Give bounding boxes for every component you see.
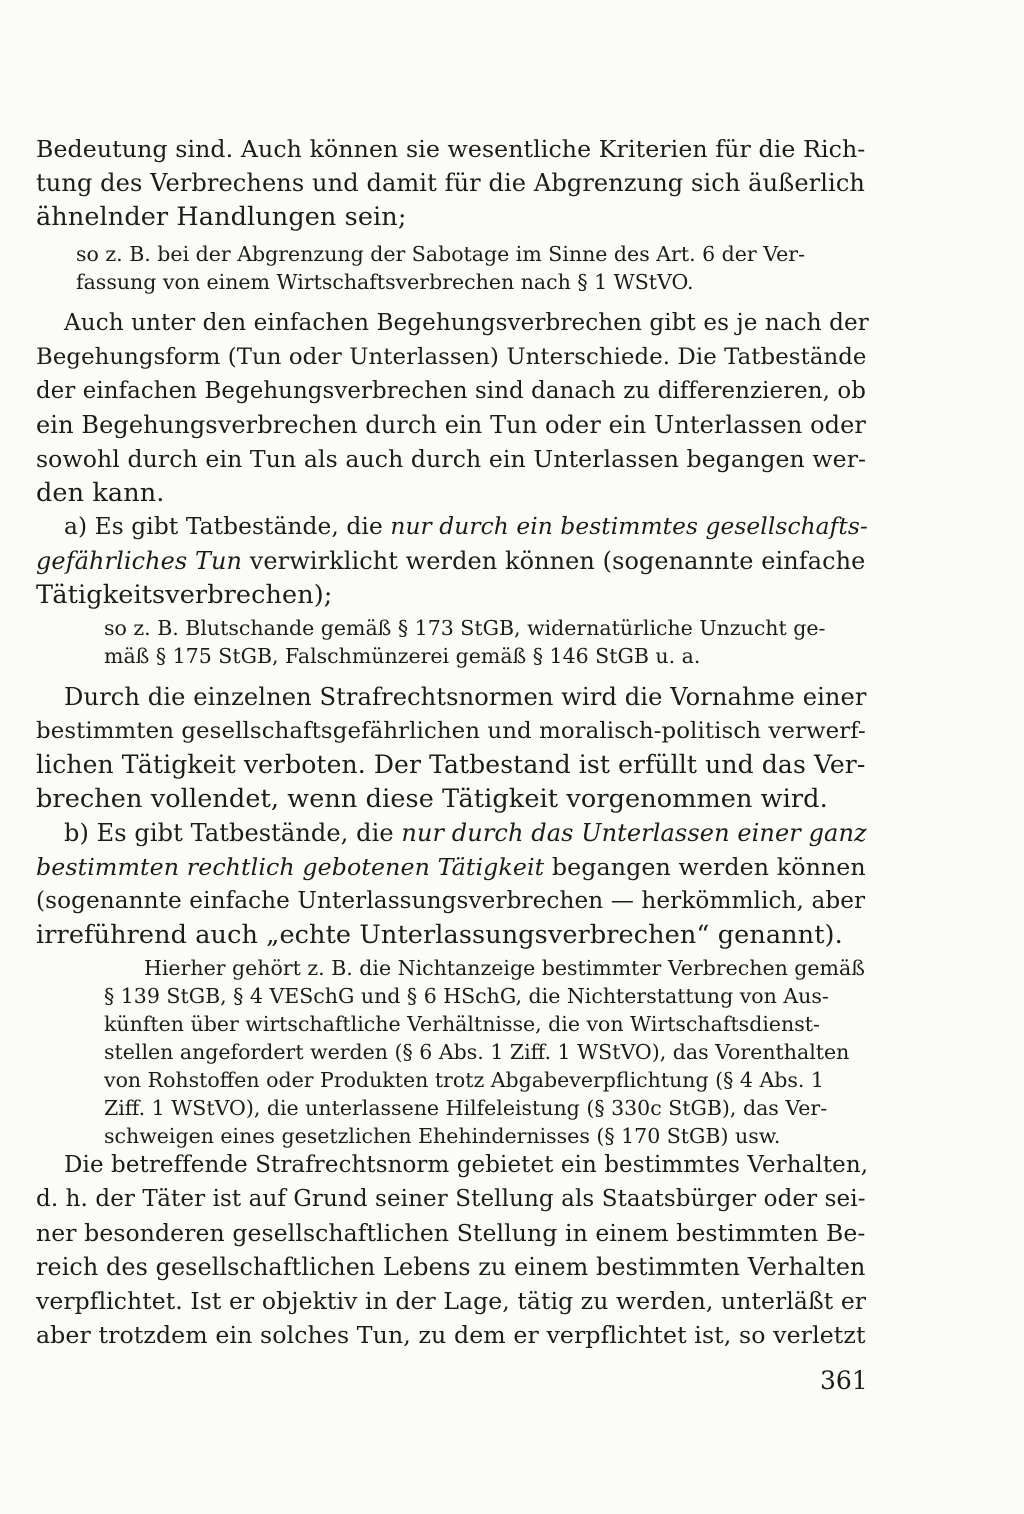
paragraph-1 xyxy=(36,132,874,234)
note-line: von Rohstoffen oder Produkten trotz Abgabeverpflichtung (§ 4 Abs. 1 xyxy=(104,1068,824,1092)
text-line: b) Es gibt Tatbestände, die nur durch das Unterlassen einer ganz xyxy=(64,819,867,847)
text-line: gefährliches Tun verwirklicht werden können (sogenannte einfache xyxy=(36,547,866,575)
text-line: bestimmten rechtlich gebotenen Tätigkeit begangen werden können xyxy=(36,853,866,881)
note-2 xyxy=(104,614,876,670)
text-line: Tätigkeitsverbrechen); xyxy=(36,580,333,610)
note-line: Hierher gehört z. B. die Nichtanzeige bestimmter Verbrechen gemäß xyxy=(144,956,865,980)
note-1 xyxy=(76,240,872,296)
text-line: bestimmten gesellschaftsgefährlichen und moralisch-politisch verwerf- xyxy=(36,718,866,744)
text-line: ein Begehungsverbrechen durch ein Tun oder ein Unterlassen oder xyxy=(36,411,866,439)
text-line: lichen Tätigkeit verboten. Der Tatbestand ist erfüllt und das Ver- xyxy=(36,750,866,779)
text-line: ner besonderen gesellschaftlichen Stellung in einem bestimmten Be- xyxy=(36,1219,866,1247)
text-line: tung des Verbrechens und damit für die Abgrenzung sich äußerlich xyxy=(36,169,865,197)
paragraph-4 xyxy=(36,680,874,816)
text-line: Bedeutung sind. Auch können sie wesentliche Kriterien für die Rich- xyxy=(36,135,866,163)
text-line: aber trotzdem ein solches Tun, zu dem er verpflichtet ist, so verletzt xyxy=(36,1321,866,1349)
text-line: sowohl durch ein Tun als auch durch ein Unterlassen begangen wer- xyxy=(36,445,867,473)
text-line: reich des gesellschaftlichen Lebens zu einem bestimmten Verhalten xyxy=(36,1253,866,1281)
paragraph-b xyxy=(36,816,874,952)
text-line: Begehungsform (Tun oder Unterlassen) Unterschiede. Die Tatbestände xyxy=(36,344,867,370)
text-line: Durch die einzelnen Strafrechtsnormen wird die Vornahme einer xyxy=(64,683,867,711)
note-line: mäß § 175 StGB, Falschmünzerei gemäß § 146 StGB u. a. xyxy=(104,644,701,668)
text-line: verpflichtet. Ist er objektiv in der Lage, tätig zu werden, unterläßt er xyxy=(36,1287,867,1315)
note-line: stellen angefordert werden (§ 6 Abs. 1 Ziff. 1 WStVO), das Vorenthalten xyxy=(104,1040,850,1064)
note-line: so z. B. bei der Abgrenzung der Sabotage im Sinne des Art. 6 der Ver- xyxy=(76,242,806,266)
page-number: 361 xyxy=(820,1366,868,1395)
note-line: schweigen eines gesetzlichen Ehehindernisses (§ 170 StGB) usw. xyxy=(104,1124,781,1148)
note-line: künften über wirtschaftliche Verhältnisse, die von Wirtschaftsdienst- xyxy=(104,1012,820,1036)
text-line: a) Es gibt Tatbestände, die nur durch ein bestimmtes gesellschafts- xyxy=(64,513,868,540)
text-line: der einfachen Begehungsverbrechen sind danach zu differenzieren, ob xyxy=(36,378,866,404)
text-line: Auch unter den einfachen Begehungsverbrechen gibt es je nach der xyxy=(64,310,869,336)
text-line: brechen vollendet, wenn diese Tätigkeit vorgenommen wird. xyxy=(36,784,828,814)
paragraph-6 xyxy=(36,1148,874,1352)
text-line: (sogenannte einfache Unterlassungsverbrechen — herkömmlich, aber xyxy=(36,888,866,914)
note-line: Ziff. 1 WStVO), die unterlassene Hilfeleistung (§ 330c StGB), das Ver- xyxy=(104,1096,828,1120)
text-line: den kann. xyxy=(36,478,165,508)
text-line: d. h. der Täter ist auf Grund seiner Stellung als Staatsbürger oder sei- xyxy=(36,1186,866,1212)
paragraph-2 xyxy=(36,306,874,510)
note-line: fassung von einem Wirtschaftsverbrechen nach § 1 WStVO. xyxy=(76,270,694,294)
text-line: irreführend auch „echte Unterlassungsverbrechen“ genannt). xyxy=(36,920,843,950)
text-line: Die betreffende Strafrechtsnorm gebietet ein bestimmtes Verhalten, xyxy=(64,1152,869,1178)
text-line: ähnelnder Handlungen sein; xyxy=(36,202,407,232)
paragraph-a xyxy=(36,510,874,612)
note-3 xyxy=(104,954,876,1150)
note-line: so z. B. Blutschande gemäß § 173 StGB, widernatürliche Unzucht ge- xyxy=(104,616,826,640)
note-line: § 139 StGB, § 4 VESchG und § 6 HSchG, die Nichterstattung von Aus- xyxy=(104,984,829,1008)
